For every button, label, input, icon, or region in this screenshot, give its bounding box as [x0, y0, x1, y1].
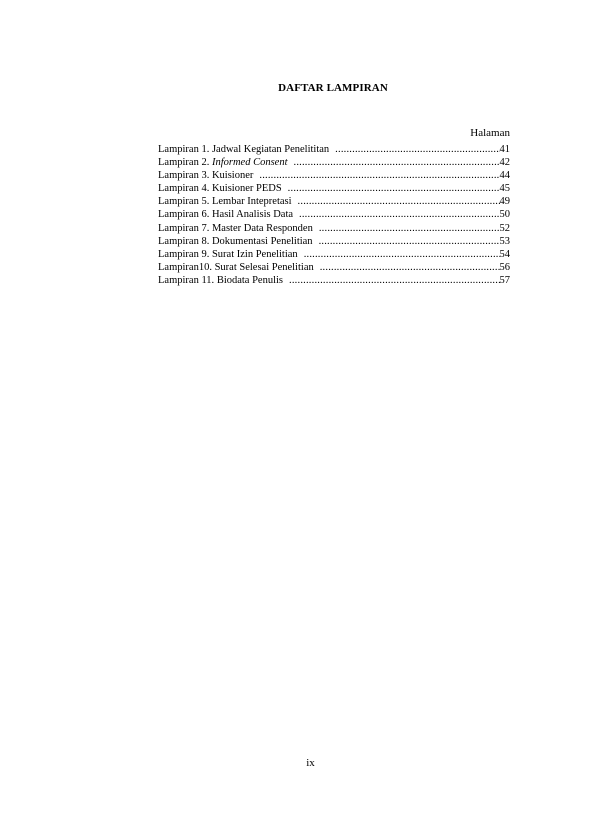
appendix-entry-number: Lampiran 8.	[158, 235, 212, 247]
appendix-list	[158, 143, 510, 287]
appendix-entry-label	[158, 248, 304, 261]
appendix-entry-title: Dokumentasi Penelitian	[211, 235, 313, 247]
appendix-entry-title: Biodata Penulis	[216, 274, 284, 286]
appendix-entry-page: 45	[499, 183, 510, 195]
appendix-entry	[158, 261, 510, 274]
appendix-entry	[158, 195, 510, 208]
dot-leader	[288, 182, 500, 195]
appendix-entry-label	[158, 156, 294, 169]
appendix-entry-page: 41	[499, 144, 510, 155]
appendix-entry-page: 53	[499, 235, 510, 247]
appendix-entry-title: Lembar Intepretasi	[211, 196, 292, 208]
appendix-entry-label	[158, 143, 335, 156]
dot-leader	[294, 156, 500, 169]
appendix-entry-number: Lampiran 4.	[158, 183, 212, 195]
appendix-entry-number: Lampiran 1.	[158, 144, 212, 155]
appendix-entry	[158, 208, 510, 221]
dot-leader	[289, 274, 499, 287]
appendix-entry-label	[158, 208, 299, 221]
appendix-entry-page: 44	[499, 170, 510, 182]
dot-leader	[298, 195, 500, 208]
appendix-entry-page: 54	[499, 248, 510, 260]
appendix-entry-title: Hasil Analisis Data	[211, 209, 294, 221]
dot-leader	[319, 235, 500, 248]
appendix-entry-label	[158, 169, 259, 182]
appendix-entry-title: Kuisioner	[211, 170, 254, 182]
appendix-entry	[158, 182, 510, 195]
appendix-entry-label	[158, 222, 319, 235]
page-title: DAFTAR LAMPIRAN	[278, 82, 388, 94]
dot-leader	[259, 169, 499, 182]
appendix-entry-title: Master Data Responden	[211, 222, 313, 234]
appendix-entry-page: 49	[499, 196, 510, 208]
appendix-entry-title: Surat Selesai Penelitian	[214, 261, 314, 273]
appendix-entry-number: Lampiran 6.	[158, 209, 212, 221]
appendix-entry	[158, 222, 510, 235]
appendix-entry-title: Surat Izin Penelitian	[211, 248, 298, 260]
appendix-entry-label	[158, 195, 298, 208]
appendix-entry-label	[158, 182, 288, 195]
appendix-entry	[158, 235, 510, 248]
appendix-entry-number: Lampiran 2.	[158, 157, 212, 169]
appendix-entry-page: 56	[499, 261, 510, 273]
page-column-header: Halaman	[470, 127, 510, 139]
dot-leader	[335, 143, 499, 156]
page-number: ix	[306, 757, 315, 769]
appendix-entry-title: Jadwal Kegiatan Penelititan	[211, 144, 330, 155]
appendix-entry	[158, 169, 510, 182]
appendix-entry-number: Lampiran 7.	[158, 222, 212, 234]
dot-leader	[320, 261, 500, 274]
appendix-entry	[158, 274, 510, 287]
appendix-entry	[158, 143, 510, 156]
appendix-entry-page: 42	[499, 157, 510, 169]
appendix-entry-number: Lampiran 3.	[158, 170, 212, 182]
appendix-entry-label	[158, 261, 320, 274]
appendix-entry-title: Kuisioner PEDS	[211, 183, 282, 195]
appendix-entry-number: Lampiran 9.	[158, 248, 212, 260]
appendix-entry-number: Lampiran 11.	[158, 274, 217, 286]
appendix-entry-number: Lampiran 5.	[158, 196, 212, 208]
appendix-entry	[158, 248, 510, 261]
appendix-entry-label	[158, 235, 319, 248]
appendix-entry	[158, 156, 510, 169]
appendix-entry-page: 57	[499, 274, 510, 286]
dot-leader	[304, 248, 500, 261]
dot-leader	[319, 222, 500, 235]
appendix-entry-label	[158, 274, 289, 287]
dot-leader	[299, 208, 499, 221]
appendix-entry-page: 52	[499, 222, 510, 234]
appendix-entry-title: Informed Consent	[211, 157, 288, 169]
appendix-entry-page: 50	[499, 209, 510, 221]
appendix-entry-number: Lampiran10.	[158, 261, 215, 273]
